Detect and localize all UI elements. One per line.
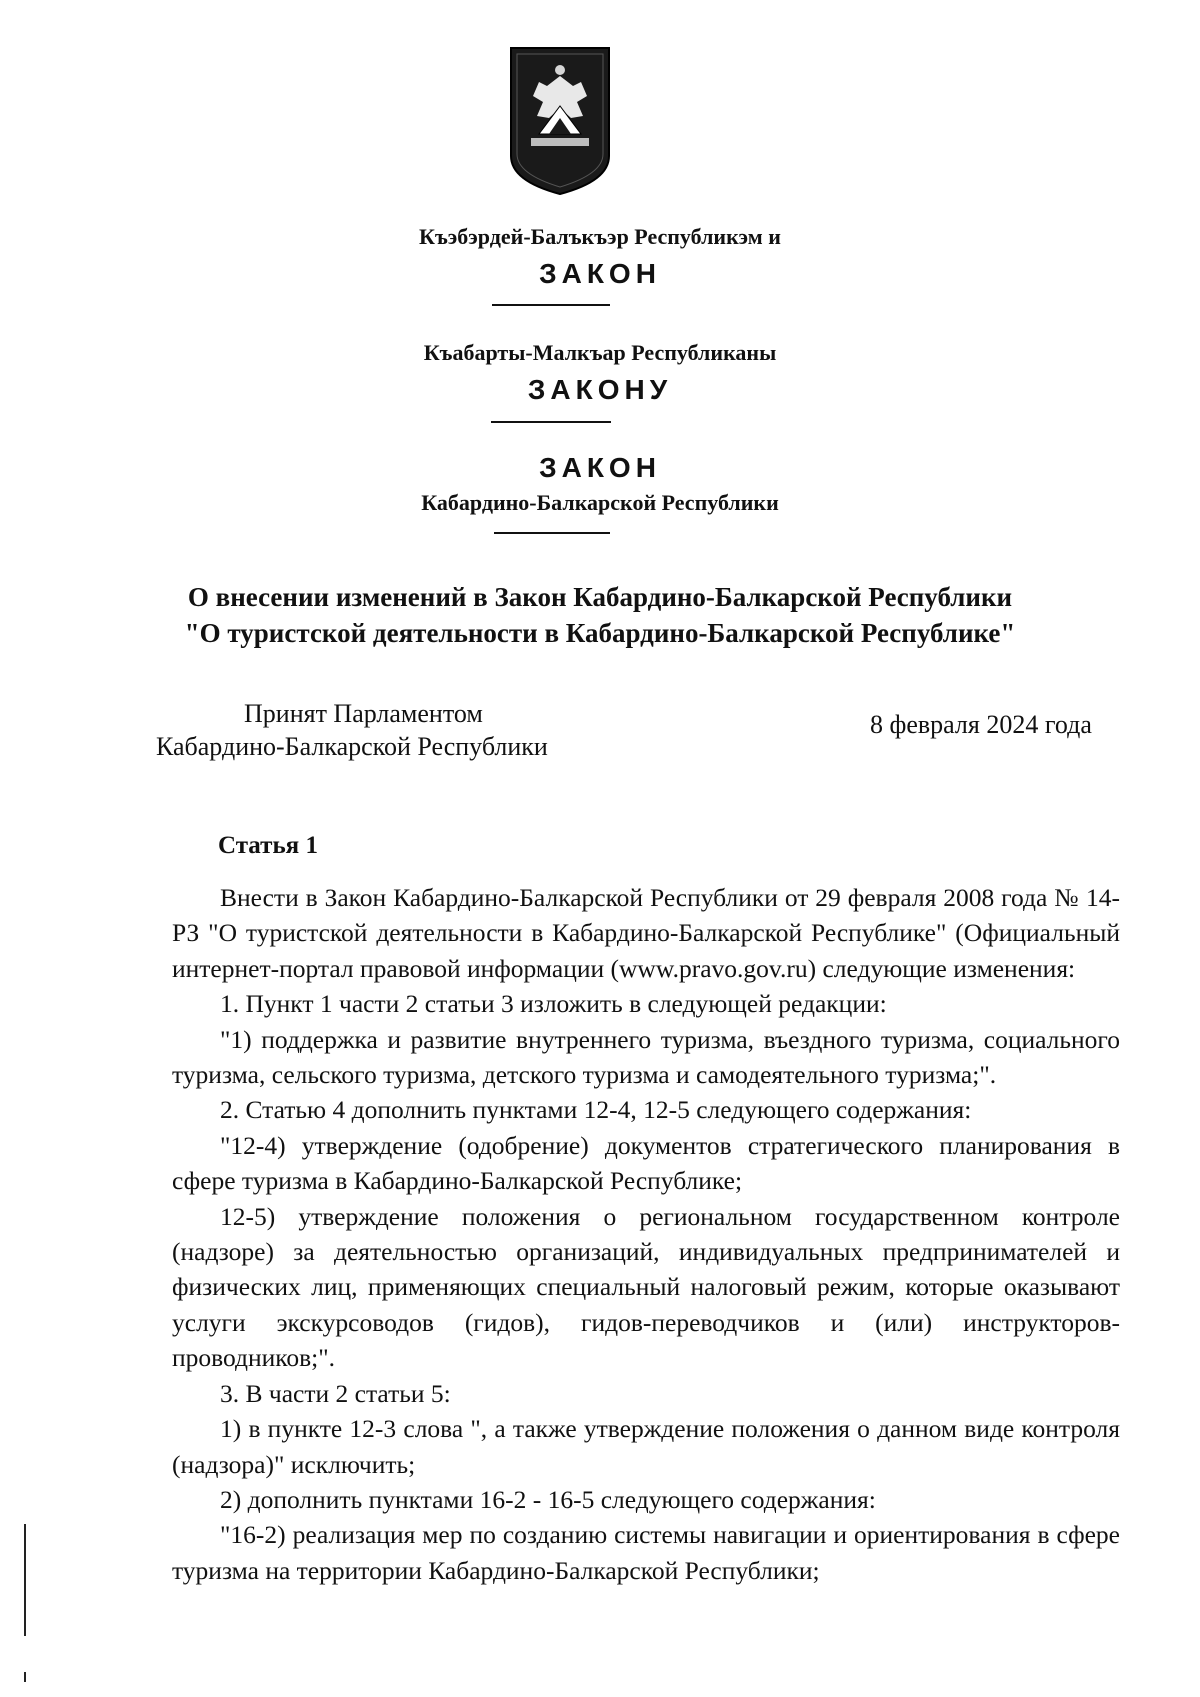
divider xyxy=(491,421,611,423)
divider xyxy=(492,304,610,306)
balkar-law-heading: ЗАКОНУ xyxy=(527,374,673,405)
scan-margin-mark xyxy=(24,1524,26,1636)
russian-law-heading: ЗАКОН xyxy=(539,452,661,483)
adopted-by-line1: Принят Парламентом xyxy=(244,699,483,728)
balkar-republic-line: Къабарты-Малкъар Республиканы xyxy=(423,340,777,365)
divider xyxy=(494,532,610,534)
kabardian-republic-line: Къэбэрдей-Балъкъэр Республикэм и xyxy=(419,224,781,249)
article-paragraph: 1) в пункте 12-3 слова ", а также утверждение положения о данном виде контроля (надзора)" исключить; xyxy=(172,1414,1120,1479)
russian-republic-line: Кабардино-Балкарской Республики xyxy=(421,490,779,515)
kabardian-law-heading: ЗАКОН xyxy=(539,258,661,289)
article-body xyxy=(172,880,1120,1588)
coat-of-arms-emblem xyxy=(509,46,611,196)
article-paragraph: 12-5) утверждение положения о региональном государственном контроле (надзоре) за деятельностью организаций, индивидуальных предпринимателей и физических лиц, применяющих специальный налоговый режим, которые оказывают услуги экскурсоводов (гидов), гидов-переводчиков и (или) инструкторов-проводников;". xyxy=(172,1201,1120,1373)
adoption-date: 8 февраля 2024 года xyxy=(870,710,1092,739)
article-paragraph: 2. Статью 4 дополнить пунктами 12-4, 12-5 следующего содержания: xyxy=(220,1095,972,1125)
law-title-line1: О внесении изменений в Закон Кабардино-Балкарской Республики xyxy=(187,582,1013,612)
article-paragraph: "16-2) реализация мер по созданию системы навигации и ориентирования в сфере туризма на территории Кабардино-Балкарской Республики; xyxy=(172,1520,1120,1585)
article-paragraph: "12-4) утверждение (одобрение) документов стратегического планирования в сфере туризма в Кабардино-Балкарской Республике; xyxy=(172,1130,1120,1196)
article-paragraph: 1. Пункт 1 части 2 статьи 3 изложить в следующей редакции: xyxy=(220,989,887,1019)
article-paragraph: 3. В части 2 статьи 5: xyxy=(220,1378,451,1408)
adopted-by-line2: Кабардино-Балкарской Республики xyxy=(156,732,548,761)
article-paragraph: Внести в Закон Кабардино-Балкарской Республики от 29 февраля 2008 года № 14-РЗ "О туристской деятельности в Кабардино-Балкарской Республике" (Официальный интернет-портал правовой информации (www.pravo.gov.ru) следующие изменения: xyxy=(172,883,1120,983)
law-title-line2: "О туристской деятельности в Кабардино-Балкарской Республике" xyxy=(184,618,1016,648)
article-heading: Статья 1 xyxy=(218,832,318,859)
article-paragraph: 2) дополнить пунктами 16-2 - 16-5 следующего содержания: xyxy=(220,1484,876,1514)
article-paragraph: "1) поддержка и развитие внутреннего туризма, въездного туризма, социального туризма, сельского туризма, детского туризма и самодеятельного туризма;". xyxy=(172,1024,1120,1090)
scan-margin-mark xyxy=(24,1672,26,1682)
